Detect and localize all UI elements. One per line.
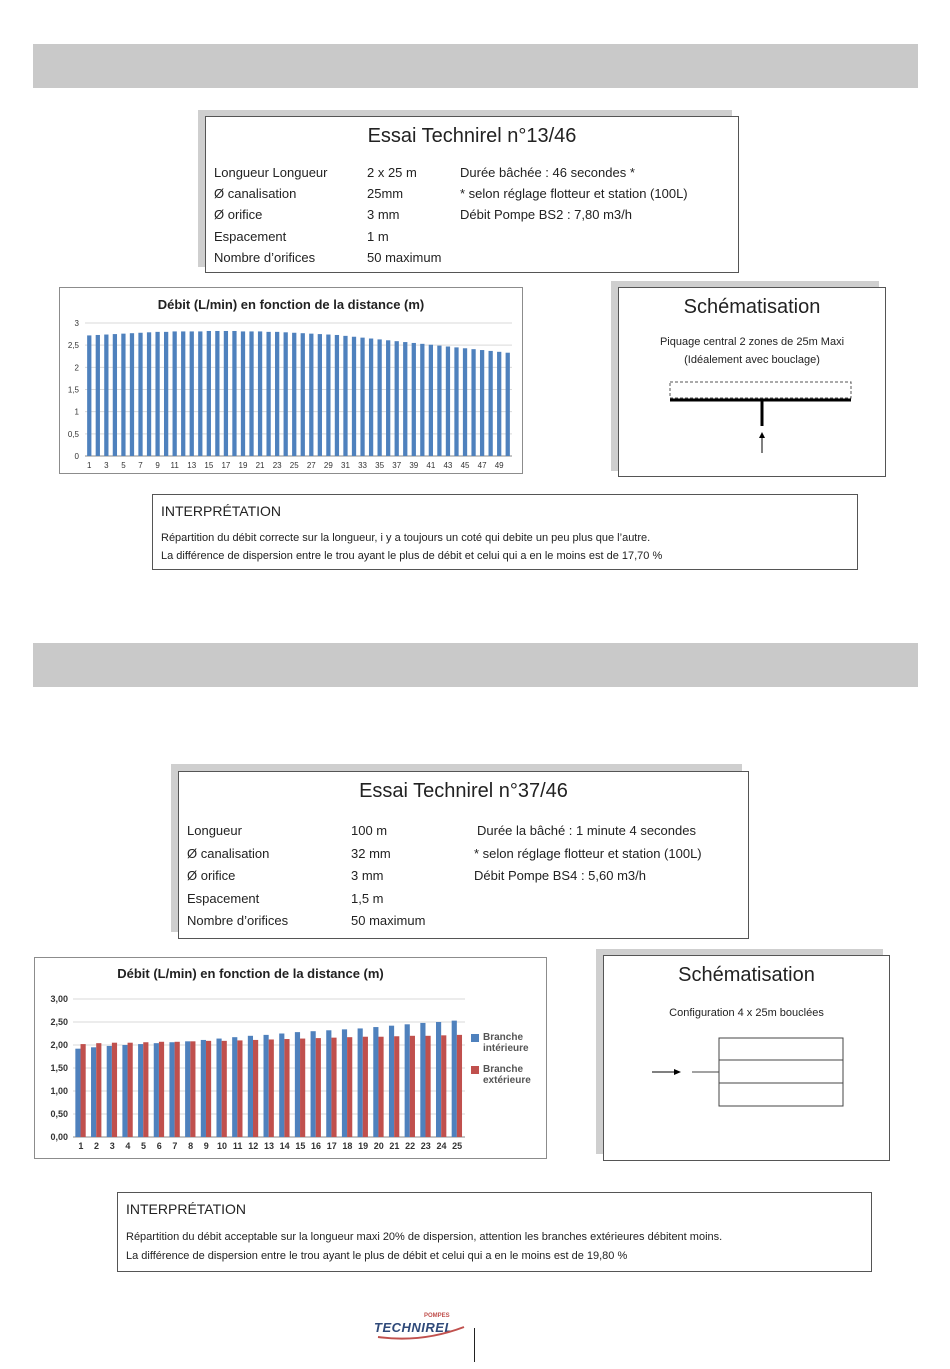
y-tick-label: 3,00: [50, 994, 68, 1004]
bar: [215, 331, 219, 456]
bar: [318, 334, 322, 456]
bar-outer: [237, 1040, 242, 1137]
bar-inner: [107, 1046, 112, 1137]
bar-outer: [410, 1036, 415, 1137]
bar: [190, 331, 194, 456]
bar-outer: [363, 1037, 368, 1137]
chart2-frame: [34, 957, 547, 1159]
bar: [506, 353, 510, 456]
x-tick-label: 39: [409, 461, 419, 470]
test2-interpretation: [117, 1192, 872, 1272]
test1-spec-value: 3 mm: [367, 207, 400, 222]
bar: [155, 332, 159, 456]
bar-inner: [420, 1023, 425, 1137]
test2-schema-title: Schématisation: [678, 964, 815, 986]
test1-spec-value: 50 maximum: [367, 250, 442, 265]
bar: [130, 333, 134, 456]
interpretation-heading: INTERPRÉTATION: [126, 1201, 247, 1217]
x-tick-label: 41: [426, 461, 436, 470]
interpretation-line: Répartition du débit acceptable sur la longueur maxi 20% de dispersion, attention les branches extérieures débitent moins.: [126, 1231, 723, 1243]
bar: [207, 331, 211, 456]
x-tick-label: 11: [170, 461, 179, 470]
test2-schema-card: [603, 955, 890, 1161]
test1-spec-card: [205, 116, 739, 273]
loop-configuration-diagram: [604, 956, 889, 1160]
test1-spec-note: * selon réglage flotteur et station (100L): [460, 186, 688, 201]
bar: [369, 339, 373, 456]
x-tick-label: 35: [375, 461, 385, 470]
bar-inner: [91, 1047, 96, 1137]
x-tick-label: 1: [78, 1141, 84, 1151]
y-tick-label: 0,50: [50, 1109, 68, 1119]
bar-inner: [216, 1039, 221, 1137]
x-tick-label: 25: [289, 461, 299, 470]
x-tick-label: 33: [358, 461, 368, 470]
logo-name: TECHNIREL: [374, 1320, 453, 1335]
x-tick-label: 18: [342, 1141, 353, 1151]
test2-schema-line: Configuration 4 x 25m bouclées: [669, 1007, 824, 1019]
bar-inner: [373, 1027, 378, 1137]
bar: [497, 352, 501, 456]
x-tick-label: 1: [87, 461, 92, 470]
bar: [437, 346, 441, 456]
test2-spec-label: Nombre d’orifices: [187, 913, 289, 928]
bar-outer: [190, 1041, 195, 1137]
x-tick-label: 29: [323, 461, 333, 470]
bar-outer: [128, 1043, 133, 1137]
test1-schema-line: (Idéalement avec bouclage): [684, 354, 820, 366]
y-tick-label: 1,5: [67, 385, 79, 395]
test1-spec-label: Longueur Longueur: [214, 165, 328, 180]
interpretation-line: La différence de dispersion entre le trou ayant le plus de débit et celui qui a en le moins est de 17,70 %: [161, 550, 663, 562]
chart2-title: Débit (L/min) en fonction de la distance (m): [117, 966, 384, 981]
bar: [489, 351, 493, 456]
x-tick-label: 47: [477, 461, 487, 470]
x-tick-label: 17: [326, 1141, 337, 1151]
x-tick-label: 21: [255, 461, 265, 470]
test2-spec-value: 50 maximum: [351, 913, 426, 928]
bar-outer: [206, 1041, 211, 1137]
x-tick-label: 13: [263, 1141, 275, 1151]
x-tick-label: 10: [216, 1141, 227, 1151]
central-tap-diagram: [619, 288, 885, 476]
bar-inner: [358, 1028, 363, 1137]
bar-outer: [253, 1040, 258, 1137]
bar-outer: [331, 1038, 336, 1137]
bar-outer: [441, 1035, 446, 1137]
test1-title: Essai Technirel n°13/46: [367, 125, 577, 147]
x-tick-label: 11: [232, 1141, 243, 1151]
y-tick-label: 0,00: [50, 1132, 68, 1142]
test1-spec-note: Durée bâchée : 46 secondes *: [460, 165, 635, 180]
x-tick-label: 8: [188, 1141, 194, 1151]
x-tick-label: 22: [405, 1141, 416, 1151]
bar-inner: [232, 1037, 237, 1137]
test1-spec-value: 25mm: [367, 186, 404, 201]
bar: [309, 334, 313, 456]
x-tick-label: 25: [452, 1141, 463, 1151]
test2-spec-label: Ø canalisation: [187, 846, 270, 861]
x-tick-label: 16: [311, 1141, 322, 1151]
x-tick-label: 24: [436, 1141, 447, 1151]
bar: [301, 333, 305, 456]
test1-schema-title: Schématisation: [683, 296, 821, 318]
bar: [198, 331, 202, 456]
bar-inner: [452, 1021, 457, 1137]
test2-spec-card: [178, 771, 749, 939]
test2-spec-label: Longueur: [187, 823, 242, 838]
x-tick-label: 3: [109, 1141, 115, 1151]
bar: [121, 334, 125, 456]
chart1-plot: [60, 288, 522, 473]
legend-swatch-blue: [471, 1034, 479, 1042]
bar-inner: [248, 1036, 253, 1137]
y-tick-label: 1,00: [50, 1086, 68, 1096]
y-tick-label: 0: [74, 452, 79, 461]
y-tick-label: 2,50: [50, 1017, 68, 1027]
test1-spec-value: 2 x 25 m: [367, 165, 417, 180]
y-tick-label: 3: [74, 319, 79, 328]
x-tick-label: 6: [156, 1141, 162, 1151]
legend-label: Branche extérieure: [483, 1064, 531, 1086]
x-tick-label: 4: [125, 1141, 131, 1151]
bar-outer: [143, 1042, 148, 1137]
test2-title: Essai Technirel n°37/46: [359, 780, 568, 802]
test2-spec-value: 32 mm: [351, 846, 391, 861]
bar-inner: [279, 1034, 284, 1138]
bar-inner: [311, 1031, 316, 1137]
bar-inner: [264, 1035, 269, 1137]
test1-schema-line: Piquage central 2 zones de 25m Maxi: [659, 336, 845, 348]
bar-outer: [425, 1036, 430, 1137]
y-tick-label: 2: [74, 363, 79, 373]
bar-outer: [300, 1039, 305, 1137]
bar-outer: [269, 1039, 274, 1137]
bar: [258, 331, 262, 456]
bar-inner: [138, 1044, 143, 1137]
bar: [463, 348, 467, 456]
test1-schema-card: [618, 287, 886, 477]
x-tick-label: 17: [221, 461, 231, 470]
x-tick-label: 15: [204, 461, 214, 470]
section-header-band: [33, 44, 918, 88]
bar: [249, 331, 253, 456]
interpretation-line: La différence de dispersion entre le trou ayant le plus de débit et celui qui a en le moins est de 19,80 %: [126, 1250, 628, 1262]
bar-outer: [112, 1043, 117, 1137]
bar-outer: [378, 1037, 383, 1137]
chart1-title: Débit (L/min) en fonction de la distance (m): [157, 297, 425, 312]
bar: [232, 331, 236, 456]
x-tick-label: 49: [494, 461, 504, 470]
test2-spec-label: Ø orifice: [187, 868, 236, 883]
bar-inner: [169, 1042, 174, 1137]
x-tick-label: 9: [155, 461, 160, 470]
bar-inner: [122, 1045, 127, 1137]
bar: [292, 333, 296, 456]
x-tick-label: 7: [138, 461, 143, 470]
bar-outer: [457, 1035, 462, 1137]
x-tick-label: 23: [420, 1141, 431, 1151]
bar-inner: [201, 1040, 206, 1137]
bar-inner: [154, 1043, 159, 1137]
x-tick-label: 45: [460, 461, 470, 470]
x-tick-label: 27: [306, 461, 316, 470]
bar: [343, 336, 347, 456]
bar: [275, 332, 279, 456]
bar: [446, 346, 450, 456]
bar-outer: [222, 1041, 227, 1137]
bar-outer: [316, 1038, 321, 1137]
test1-spec-label: Nombre d’orifices: [214, 250, 316, 265]
bar: [403, 342, 407, 456]
bar: [173, 331, 177, 456]
x-tick-label: 12: [248, 1141, 259, 1151]
y-tick-label: 0,5: [67, 429, 79, 439]
legend-item-inner: [471, 1032, 545, 1056]
bar: [147, 332, 151, 456]
bar-inner: [342, 1029, 347, 1137]
technirel-logo: [372, 1313, 472, 1343]
bar: [241, 331, 245, 456]
bar: [87, 335, 91, 456]
bar-outer: [175, 1042, 180, 1137]
y-tick-label: 1: [74, 407, 79, 417]
bar: [138, 333, 142, 456]
bar: [284, 332, 288, 456]
x-tick-label: 5: [121, 461, 126, 470]
test2-spec-note: Durée la bâché : 1 minute 4 secondes: [477, 823, 696, 838]
chart1-frame: [59, 287, 523, 474]
interpretation-heading: INTERPRÉTATION: [161, 503, 282, 519]
x-tick-label: 9: [203, 1141, 209, 1151]
x-tick-label: 2: [94, 1141, 100, 1151]
bar: [454, 347, 458, 456]
bar-inner: [75, 1049, 80, 1137]
bar-outer: [394, 1036, 399, 1137]
bar-outer: [347, 1037, 352, 1137]
test1-spec-label: Espacement: [214, 229, 287, 244]
bar: [412, 343, 416, 456]
x-tick-label: 3: [104, 461, 109, 470]
x-tick-label: 7: [172, 1141, 178, 1151]
bar-inner: [326, 1030, 331, 1137]
footer-divider: [474, 1328, 475, 1362]
x-tick-label: 19: [358, 1141, 369, 1151]
logo-swoosh: [372, 1313, 472, 1343]
bar: [104, 335, 108, 456]
bar-outer: [81, 1044, 86, 1137]
test1-spec-label: Ø canalisation: [214, 186, 297, 201]
x-tick-label: 20: [373, 1141, 384, 1151]
test1-interpretation: [152, 494, 858, 570]
test1-spec-label: Ø orifice: [214, 207, 263, 222]
legend-label: Branche intérieure: [483, 1032, 529, 1054]
x-tick-label: 13: [187, 461, 197, 470]
y-tick-label: 2,00: [50, 1040, 68, 1050]
bar: [113, 334, 117, 456]
test2-spec-value: 1,5 m: [351, 891, 384, 906]
x-tick-label: 5: [141, 1141, 147, 1151]
bar-outer: [159, 1042, 164, 1137]
test2-spec-value: 3 mm: [351, 868, 384, 883]
y-tick-label: 2,5: [67, 341, 79, 351]
bar: [224, 331, 228, 456]
bar: [266, 332, 270, 456]
bar-inner: [436, 1022, 441, 1137]
bar: [360, 338, 364, 456]
bar: [471, 349, 475, 456]
bar-outer: [96, 1043, 101, 1137]
x-tick-label: 23: [272, 461, 282, 470]
bar-inner: [405, 1024, 410, 1137]
bar: [326, 335, 330, 456]
bar: [420, 344, 424, 456]
x-tick-label: 14: [279, 1141, 290, 1151]
bar: [181, 331, 185, 456]
bar-outer: [284, 1039, 289, 1137]
bar: [377, 339, 381, 456]
bar: [164, 332, 168, 456]
test2-spec-note: * selon réglage flotteur et station (100L): [474, 846, 702, 861]
bar: [352, 337, 356, 456]
bar: [480, 350, 484, 456]
x-tick-label: 37: [392, 461, 402, 470]
bar: [429, 345, 433, 456]
test2-spec-value: 100 m: [351, 823, 388, 838]
x-tick-label: 15: [295, 1141, 306, 1151]
interpretation-line: Répartition du débit correcte sur la longueur, i y a toujours un coté qui debite un peu plus que l’autre.: [161, 532, 651, 544]
x-tick-label: 19: [238, 461, 248, 470]
bar: [335, 335, 339, 456]
logo-subtitle: POMPES: [424, 1313, 450, 1319]
test1-spec-value: 1 m: [367, 229, 389, 244]
test2-spec-label: Espacement: [187, 891, 260, 906]
x-tick-label: 43: [443, 461, 453, 470]
x-tick-label: 31: [341, 461, 350, 470]
bar: [386, 340, 390, 456]
legend-swatch-red: [471, 1066, 479, 1074]
bar-inner: [389, 1026, 394, 1137]
section-header-band: [33, 643, 918, 687]
y-tick-label: 1,50: [50, 1063, 68, 1073]
test2-spec-note: Débit Pompe BS4 : 5,60 m3/h: [474, 868, 646, 883]
legend-item-outer: [471, 1064, 545, 1088]
bar-inner: [185, 1041, 190, 1137]
bar-inner: [295, 1032, 300, 1137]
test1-spec-note: Débit Pompe BS2 : 7,80 m3/h: [460, 207, 632, 222]
bar: [96, 335, 100, 456]
bar: [395, 341, 399, 456]
x-tick-label: 21: [389, 1141, 400, 1151]
chart2-plot: [35, 958, 546, 1158]
